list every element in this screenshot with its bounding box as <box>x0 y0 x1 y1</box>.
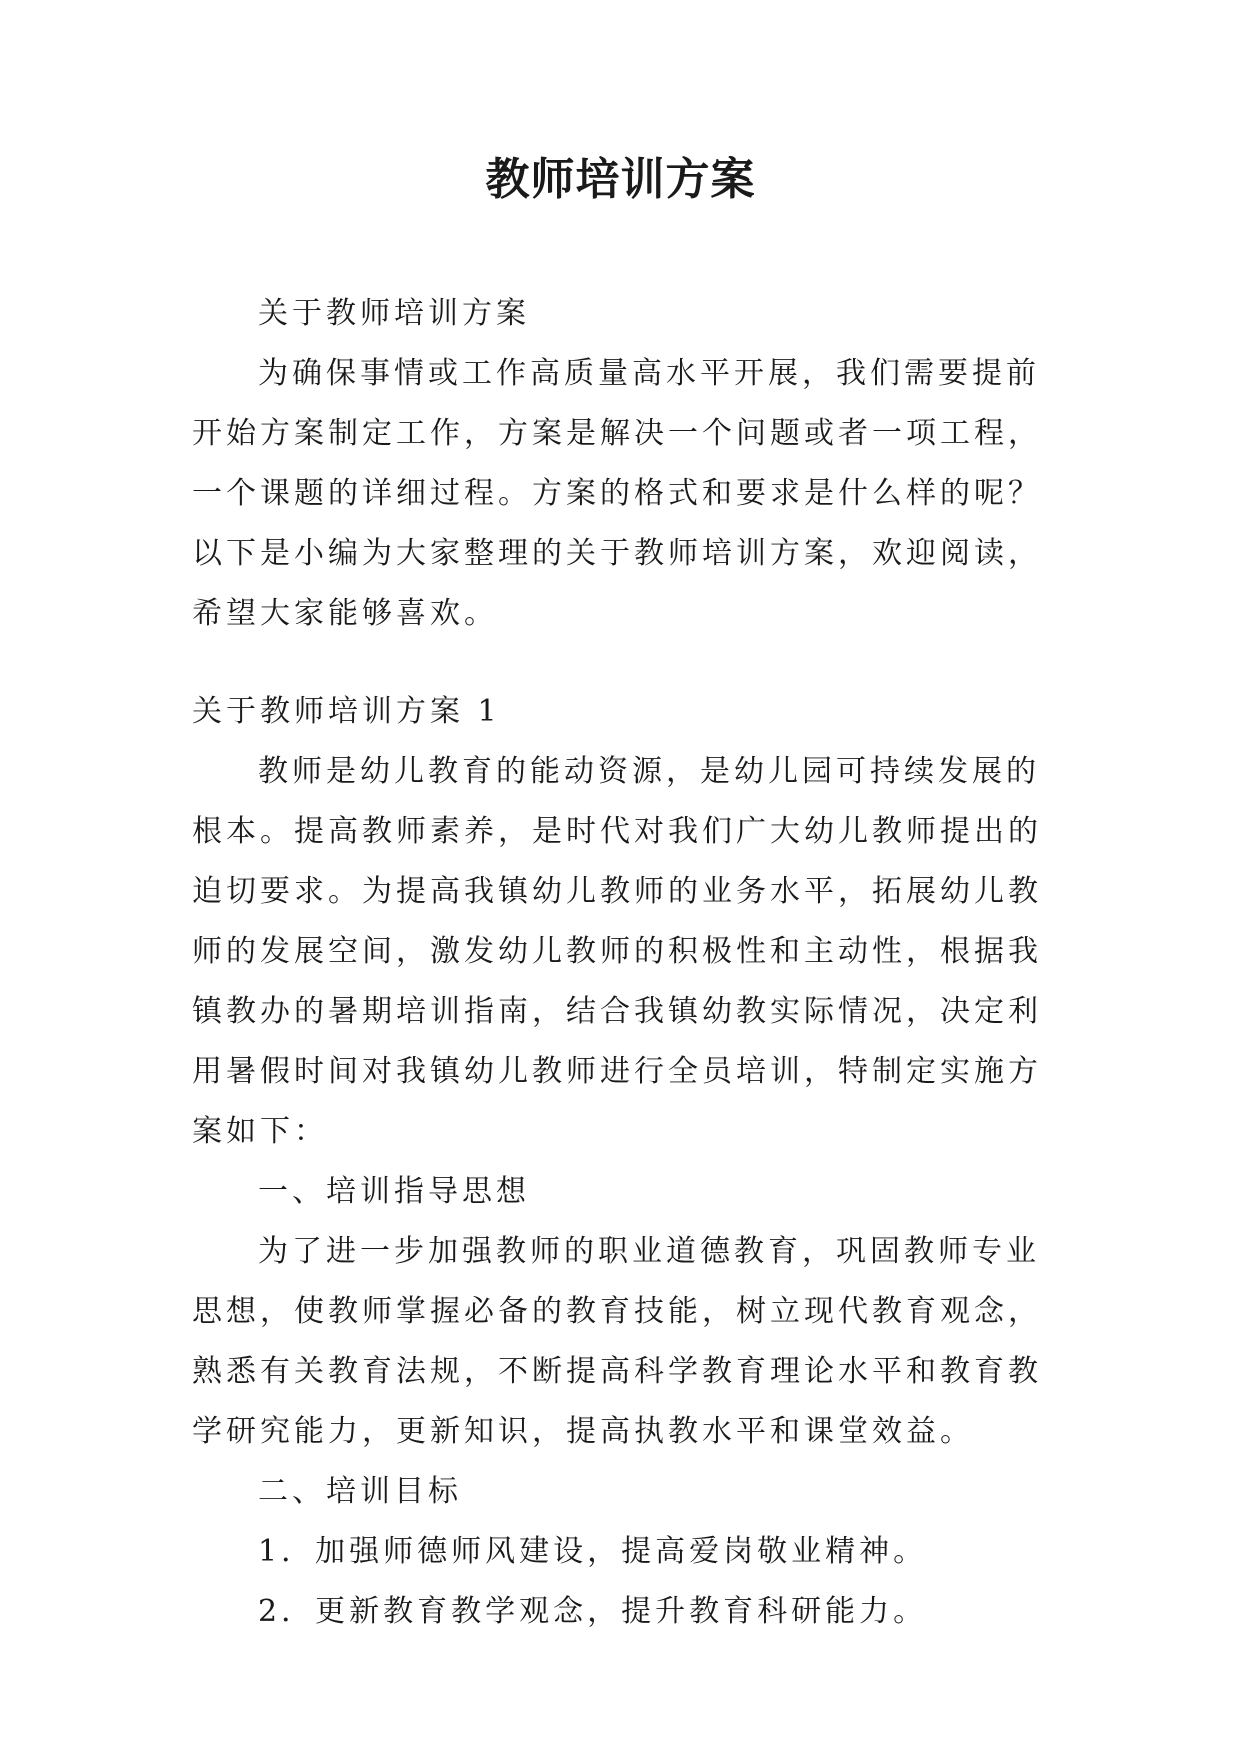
intro-heading: 关于教师培训方案 <box>258 296 530 331</box>
goal-item: 1．加强师德师风建设，提高爱岗敬业精神。 <box>258 1534 928 1569</box>
section-1-heading: 关于教师培训方案 1 <box>192 694 501 729</box>
goal-item: 2．更新教育教学观念，提升教育科研能力。 <box>258 1594 928 1629</box>
part-1-heading: 一、培训指导思想 <box>258 1174 530 1209</box>
section-1-paragraph: 教师是幼儿教育的能动资源，是幼儿园可持续发展的根本。提高教师素养，是时代对我们广大幼儿教师提出的迫切要求。为提高我镇幼儿教师的业务水平，拓展幼儿教师的发展空间，激发幼儿教师的积极性和主动性，根据我镇教办的暑期培训指南，结合我镇幼教实际情况，决定利用暑假时间对我镇幼儿教师进行全员培训，特制定实施方案如下： <box>192 754 1042 1149</box>
intro-paragraph: 为确保事情或工作高质量高水平开展，我们需要提前开始方案制定工作，方案是解决一个问题或者一项工程，一个课题的详细过程。方案的格式和要求是什么样的呢？以下是小编为大家整理的关于教师培训方案，欢迎阅读，希望大家能够喜欢。 <box>192 356 1042 631</box>
part-1-paragraph: 为了进一步加强教师的职业道德教育，巩固教师专业思想，使教师掌握必备的教育技能，树立现代教育观念，熟悉有关教育法规，不断提高科学教育理论水平和教育教学研究能力，更新知识，提高执教水平和课堂效益。 <box>192 1234 1042 1449</box>
part-2-heading: 二、培训目标 <box>258 1474 462 1509</box>
document-title: 教师培训方案 <box>485 154 756 205</box>
section-1-block <box>192 682 1054 1642</box>
intro-block <box>192 284 1054 644</box>
